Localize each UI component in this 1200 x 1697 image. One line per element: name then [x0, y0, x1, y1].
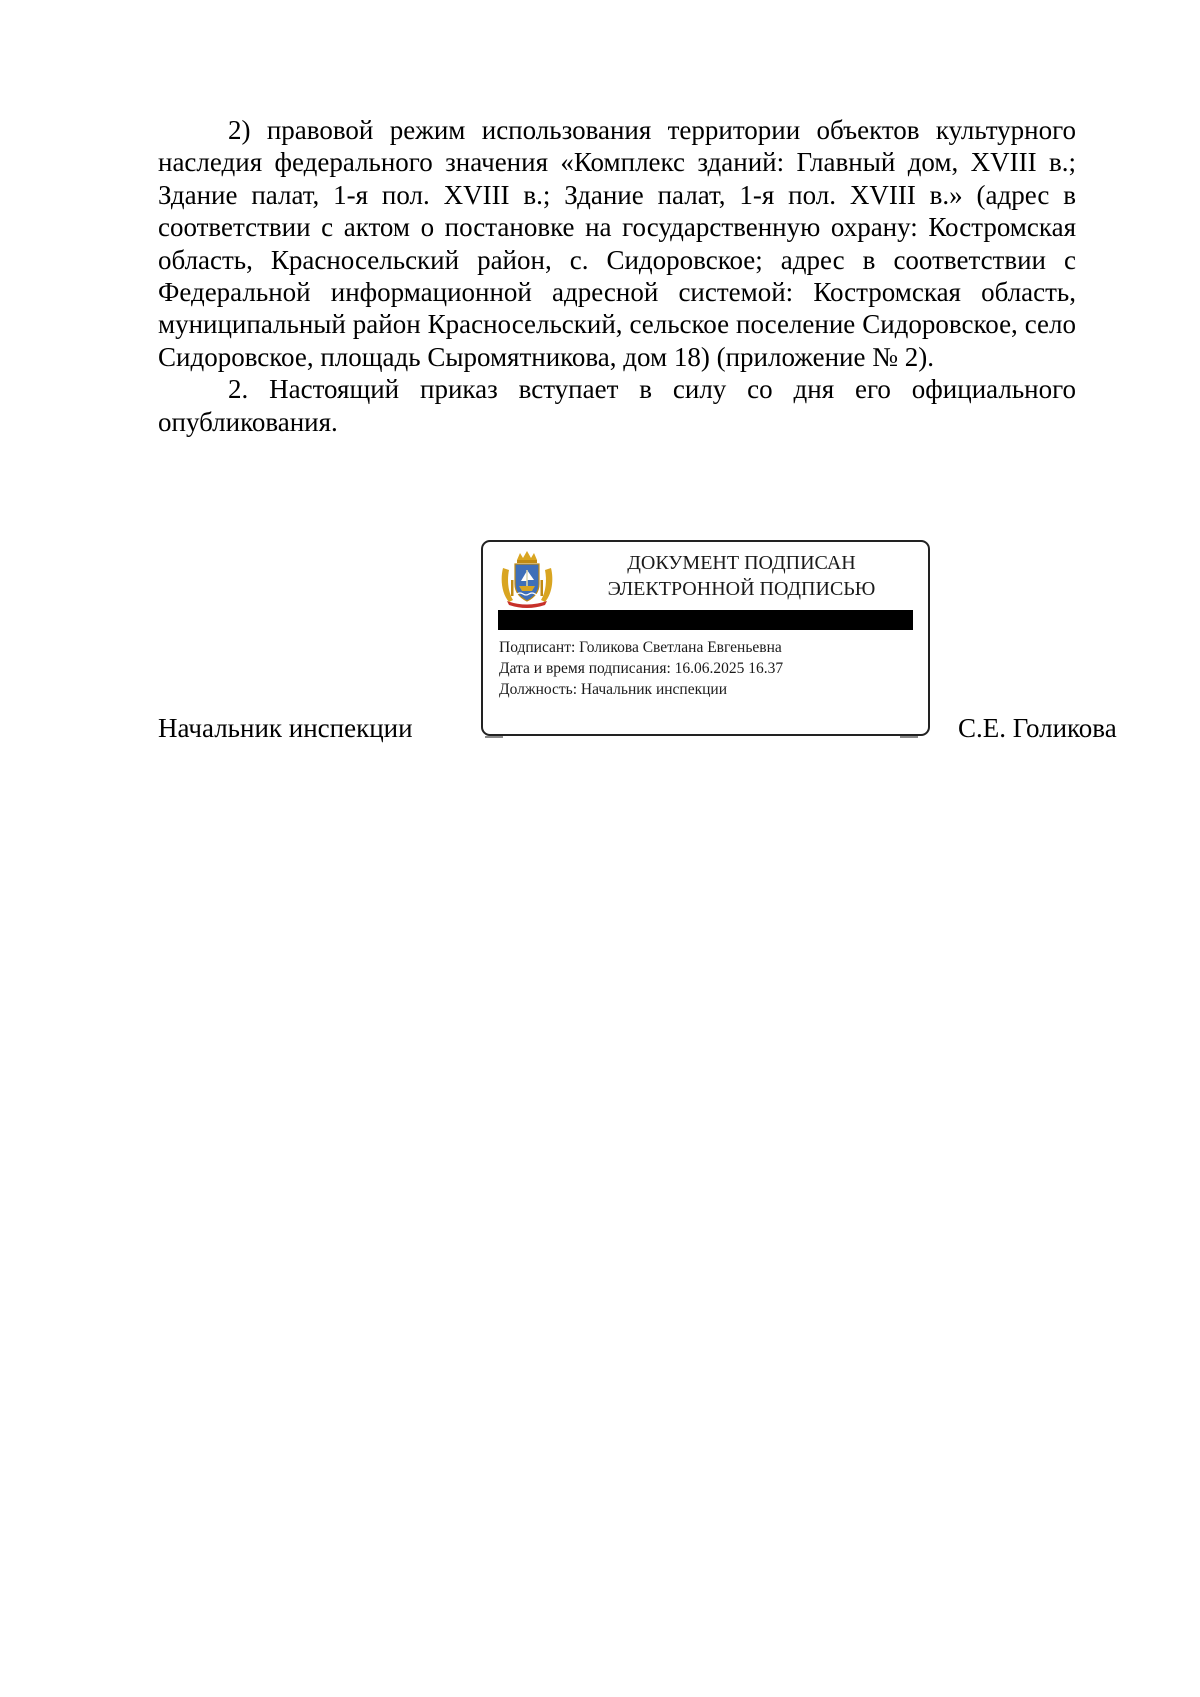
stamp-title — [563, 550, 920, 602]
stamp-position: Должность: Начальник инспекции — [499, 681, 728, 698]
kostroma-coat-of-arms-icon — [499, 550, 555, 608]
signatory-name: С.Е. Голикова — [958, 713, 1117, 743]
stamp-corner-mark — [900, 736, 918, 738]
stamp-title-line-2: ЭЛЕКТРОННОЙ ПОДПИСЬЮ — [607, 578, 876, 600]
stamp-title-line-1: ДОКУМЕНТ ПОДПИСАН — [627, 552, 856, 574]
stamp-datetime: Дата и время подписания: 16.06.2025 16.37 — [499, 660, 784, 677]
stamp-corner-mark — [485, 736, 503, 738]
stamp-signer: Подписант: Голикова Светлана Евгеньевна — [499, 639, 782, 656]
stamp-details — [499, 637, 783, 700]
paragraph-heritage-regime: 2) правовой режим использования территории объектов культурного наследия федерального значения «Комплекс зданий: Главный дом, XVIII в.; Здание палат, 1-я пол. XVIII в.; Здание палат, 1-я пол. XVIII в.» (адрес в соответствии с актом о постановке на государственную охрану: Костромская область, Красносельский район, с. Сидоровское; адрес в соответствии с Федеральной информационной адресной системой: Костромская область, муниципальный район Красносельский, сельское поселение Сидоровское, село Сидоровское, площадь Сыромятникова, дом 18) (приложение № 2). — [158, 115, 1076, 372]
document-body — [158, 114, 1076, 438]
paragraph-effective-date: 2. Настоящий приказ вступает в силу со дня его официального опубликования. — [158, 374, 1076, 437]
signatory-position: Начальник инспекции — [158, 713, 413, 743]
redacted-certificate-bar — [498, 610, 913, 630]
electronic-signature-stamp — [481, 540, 930, 736]
